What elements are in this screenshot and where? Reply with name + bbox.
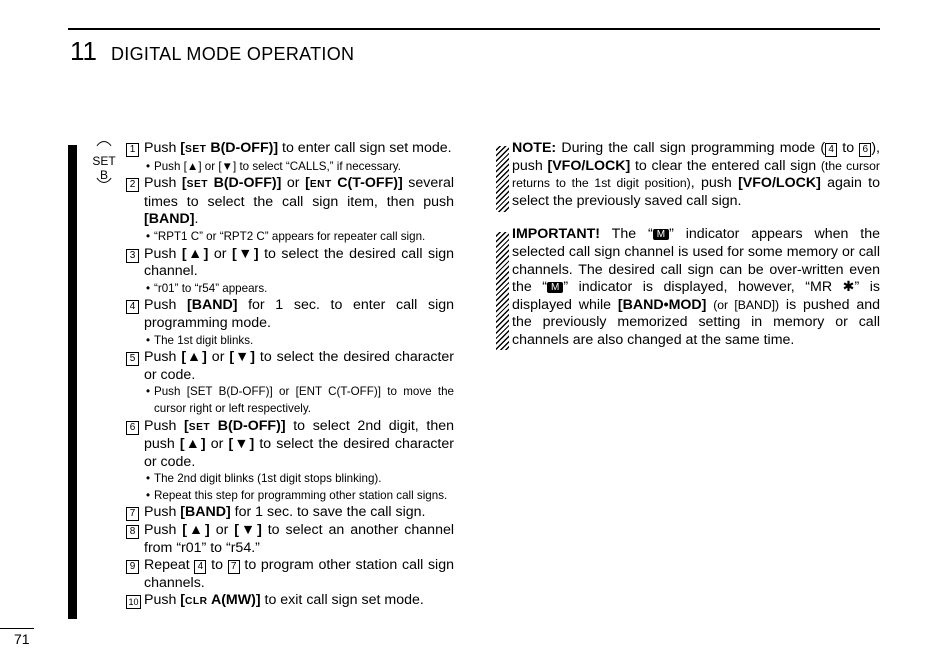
step-1: 1 Push [SET B(D-OFF)] to enter call sign set mode. xyxy=(126,140,454,159)
step-number: 3 xyxy=(126,249,139,263)
step-6: 6 Push [SET B(D-OFF)] to select 2nd digit, then push [▲] or [▼] to select the desired character or code. xyxy=(126,418,454,472)
hatch-marker xyxy=(496,232,509,350)
step-8: 8 Push [▲] or [▼] to select an another channel from “r01” to “r54.” xyxy=(126,522,454,557)
step-4-note: • The 1st digit blinks. xyxy=(126,333,454,350)
step-6-note-1: • The 2nd digit blinks (1st digit stops blinking). xyxy=(126,471,454,488)
step-number: 1 xyxy=(126,143,139,157)
step-10: 10 Push [CLR A(MW)] to exit call sign set mode. xyxy=(126,592,454,611)
step-2-note: • “RPT1 C” or “RPT2 C” appears for repeater call sign. xyxy=(126,229,454,246)
step-3: 3 Push [▲] or [▼] to select the desired call sign channel. xyxy=(126,246,454,281)
step-3-note: • “r01” to “r54” appears. xyxy=(126,281,454,298)
steps-column xyxy=(126,140,454,611)
step-5: 5 Push [▲] or [▼] to select the desired character or code. xyxy=(126,349,454,384)
step-ref: 4 xyxy=(825,143,837,157)
step-number: 5 xyxy=(126,352,139,366)
page-number: 71 xyxy=(14,631,30,647)
step-ref: 7 xyxy=(228,560,240,574)
step-4: 4 Push [BAND] for 1 sec. to enter call sign programming mode. xyxy=(126,297,454,332)
chapter-number: 11 xyxy=(70,36,97,66)
note-block: NOTE: During the call sign programming mode ( 4 to 6 ), push [VFO/LOCK] to clear the entered call sign (the cursor returns to the 1st digit position), push [VFO/LOCK] again to select the previously saved call sign. xyxy=(496,140,880,210)
step-ref: 4 xyxy=(194,560,206,574)
step-number: 6 xyxy=(126,421,139,435)
hatch-marker xyxy=(496,146,509,212)
step-9: 9 Repeat 4 to 7 to program other station call sign channels. xyxy=(126,557,454,592)
step-number: 4 xyxy=(126,300,139,314)
memory-indicator-icon: M xyxy=(547,282,563,293)
step-6-note-2: • Repeat this step for programming other station call signs. xyxy=(126,488,454,505)
step-number: 10 xyxy=(126,595,141,609)
notes-column xyxy=(496,140,880,350)
step-7: 7 Push [BAND] for 1 sec. to save the call sign. xyxy=(126,504,454,522)
step-ref: 6 xyxy=(859,143,871,157)
footer-rule xyxy=(0,628,34,629)
icon-line-2: B xyxy=(99,168,108,182)
chapter-title: DIGITAL MODE OPERATION xyxy=(111,44,355,64)
step-2: 2 Push [SET B(D-OFF)] or [ENT C(T-OFF)] several times to select the call sign item, then push [BAND]. xyxy=(126,175,454,229)
step-1-note: • Push [▲] or [▼] to select “CALLS,” if necessary. xyxy=(126,159,454,176)
memory-indicator-icon: M xyxy=(653,229,669,240)
icon-line-1: SET xyxy=(92,154,116,168)
section-side-bar xyxy=(68,145,77,619)
step-number: 7 xyxy=(126,507,139,521)
step-number: 8 xyxy=(126,525,139,539)
step-number: 9 xyxy=(126,560,139,574)
important-block: IMPORTANT! The “ M ” indicator appears when the selected call sign channel is used for some memory or call channels. The desired call sign can be over-written even the “ M ” indicator is displayed, however, “MR ✱” is displayed while [BAND•MOD] (or [BAND]) is pushed and the previously memorized setting in memory or call channels are also changed at the same time. xyxy=(496,226,880,349)
step-5-note: • Push [SET B(D-OFF)] or [ENT C(T-OFF)] to move the cursor right or left respectively. xyxy=(126,384,454,417)
header-rule xyxy=(68,28,880,30)
step-number: 2 xyxy=(126,178,139,192)
set-b-key-icon xyxy=(88,141,120,187)
